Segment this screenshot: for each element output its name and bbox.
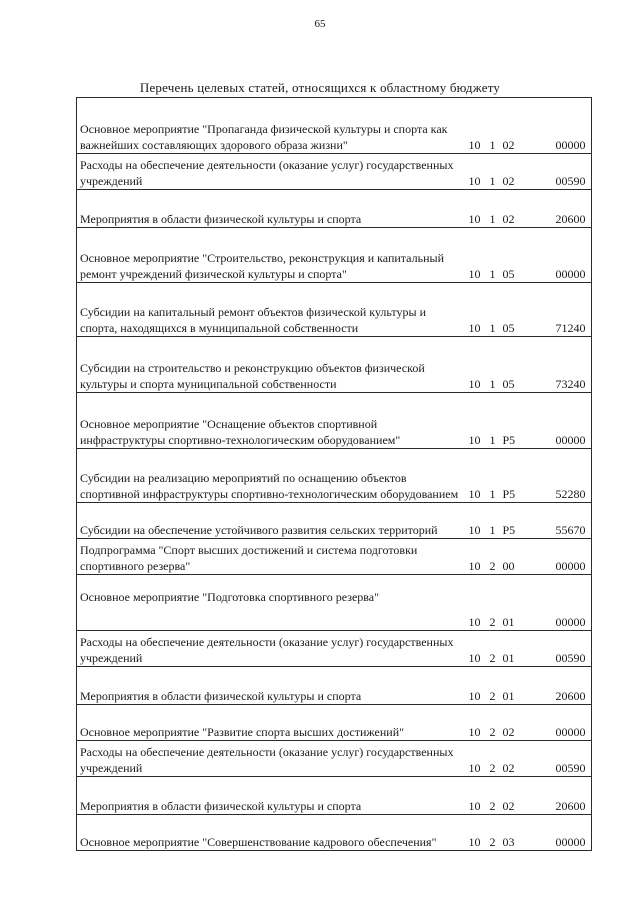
table-row: [77, 154, 592, 190]
table-row: [77, 815, 592, 851]
code-subprogram: 2: [489, 559, 496, 573]
code-program: 10: [468, 174, 481, 188]
code-direction: 00590: [555, 761, 586, 775]
table-row: [77, 190, 592, 228]
article-name: Субсидии на капитальный ремонт объектов физической культуры и спорта, находящихся в муниципальной собственности: [77, 283, 465, 337]
code-event: 02: [502, 761, 515, 775]
code-event: 02: [502, 174, 515, 188]
table-row: [77, 741, 592, 777]
article-code: [465, 705, 592, 741]
code-event: 02: [502, 212, 515, 226]
code-program: 10: [468, 689, 481, 703]
code-event: 05: [502, 377, 515, 391]
table-row: [77, 705, 592, 741]
code-subprogram: 1: [489, 523, 496, 537]
article-code: [465, 154, 592, 190]
article-code: [465, 393, 592, 449]
table-row: [77, 449, 592, 503]
code-event: P5: [502, 487, 516, 501]
code-program: 10: [468, 799, 481, 813]
code-event: 01: [502, 689, 515, 703]
article-name: Субсидии на строительство и реконструкцию объектов физической культуры и спорта муниципальной собственности: [77, 337, 465, 393]
article-name: Расходы на обеспечение деятельности (оказание услуг) государственных учреждений: [77, 154, 465, 190]
code-program: 10: [468, 523, 481, 537]
code-subprogram: 1: [489, 377, 496, 391]
code-event: P5: [502, 523, 516, 537]
article-name: Расходы на обеспечение деятельности (оказание услуг) государственных учреждений: [77, 741, 465, 777]
code-subprogram: 2: [489, 615, 496, 629]
code-program: 10: [468, 615, 481, 629]
code-program: 10: [468, 138, 481, 152]
code-direction: 00590: [555, 174, 586, 188]
code-direction: 00000: [555, 835, 586, 849]
article-code: [465, 449, 592, 503]
code-direction: 00000: [555, 615, 586, 629]
article-name: Подпрограмма "Спорт высших достижений и система подготовки спортивного резерва": [77, 539, 465, 575]
page-number: 65: [314, 18, 326, 30]
code-subprogram: 1: [489, 433, 496, 447]
article-code: [465, 337, 592, 393]
code-subprogram: 2: [489, 725, 496, 739]
table-row: [77, 228, 592, 283]
code-event: 03: [502, 835, 515, 849]
article-code: [465, 228, 592, 283]
article-name: Мероприятия в области физической культуры и спорта: [77, 777, 465, 815]
article-code: [465, 741, 592, 777]
code-subprogram: 2: [489, 689, 496, 703]
article-name: Субсидии на обеспечение устойчивого развития сельских территорий: [77, 503, 465, 539]
code-event: 02: [502, 799, 515, 813]
article-name: Основное мероприятие "Оснащение объектов спортивной инфраструктуры спортивно-технологическим оборудованием": [77, 393, 465, 449]
table-row: [77, 539, 592, 575]
code-subprogram: 2: [489, 651, 496, 665]
code-subprogram: 1: [489, 321, 496, 335]
code-direction: 71240: [555, 321, 586, 335]
table-row: [77, 575, 592, 631]
code-event: 05: [502, 321, 515, 335]
article-name: Основное мероприятие "Пропаганда физической культуры и спорта как важнейших составляющих здорового образа жизни": [77, 98, 465, 154]
code-subprogram: 1: [489, 487, 496, 501]
code-direction: 00000: [555, 267, 586, 281]
code-subprogram: 1: [489, 138, 496, 152]
code-program: 10: [468, 212, 481, 226]
code-event: 01: [502, 615, 515, 629]
code-direction: 52280: [555, 487, 586, 501]
code-subprogram: 2: [489, 761, 496, 775]
code-direction: 20600: [555, 689, 586, 703]
table-row: [77, 503, 592, 539]
code-program: 10: [468, 377, 481, 391]
article-code: [465, 539, 592, 575]
article-name: Мероприятия в области физической культуры и спорта: [77, 667, 465, 705]
article-code: [465, 777, 592, 815]
code-event: 05: [502, 267, 515, 281]
table-row: [77, 777, 592, 815]
code-direction: 00000: [555, 559, 586, 573]
code-program: 10: [468, 761, 481, 775]
code-subprogram: 2: [489, 799, 496, 813]
table-row: [77, 393, 592, 449]
article-code: [465, 575, 592, 631]
article-code: [465, 283, 592, 337]
code-program: 10: [468, 321, 481, 335]
code-event: P5: [502, 433, 516, 447]
code-subprogram: 1: [489, 212, 496, 226]
article-name: Основное мероприятие "Совершенствование кадрового обеспечения": [77, 815, 465, 851]
article-code: [465, 98, 592, 154]
code-subprogram: 1: [489, 174, 496, 188]
code-program: 10: [468, 433, 481, 447]
article-name: Субсидии на реализацию мероприятий по оснащению объектов спортивной инфраструктуры спортивно-технологическим оборудованием: [77, 449, 465, 503]
article-code: [465, 503, 592, 539]
document-title: Перечень целевых статей, относящихся к областному бюджету: [139, 80, 501, 95]
code-direction: 00590: [555, 651, 586, 665]
code-subprogram: 1: [489, 267, 496, 281]
article-code: [465, 190, 592, 228]
table-row: [77, 283, 592, 337]
article-code: [465, 631, 592, 667]
code-event: 00: [502, 559, 515, 573]
code-program: 10: [468, 487, 481, 501]
article-name: Основное мероприятие "Строительство, реконструкция и капитальный ремонт учреждений физической культуры и спорта": [77, 228, 465, 283]
code-direction: 00000: [555, 433, 586, 447]
code-event: 02: [502, 138, 515, 152]
article-code: [465, 815, 592, 851]
article-name: Мероприятия в области физической культуры и спорта: [77, 190, 465, 228]
table-row: [77, 98, 592, 154]
code-program: 10: [468, 559, 481, 573]
code-direction: 00000: [555, 725, 586, 739]
code-program: 10: [468, 835, 481, 849]
code-direction: 00000: [555, 138, 586, 152]
code-subprogram: 2: [489, 835, 496, 849]
code-direction: 73240: [555, 377, 586, 391]
article-name: Расходы на обеспечение деятельности (оказание услуг) государственных учреждений: [77, 631, 465, 667]
article-code: [465, 667, 592, 705]
code-direction: 55670: [555, 523, 586, 537]
code-direction: 20600: [555, 799, 586, 813]
code-program: 10: [468, 267, 481, 281]
table-row: [77, 337, 592, 393]
article-name: Основное мероприятие "Развитие спорта высших достижений": [77, 705, 465, 741]
table-row: [77, 667, 592, 705]
code-program: 10: [468, 651, 481, 665]
table-row: [77, 631, 592, 667]
code-direction: 20600: [555, 212, 586, 226]
code-event: 02: [502, 725, 515, 739]
target-articles-table: [76, 97, 592, 851]
article-name: Основное мероприятие "Подготовка спортивного резерва": [77, 575, 465, 631]
code-event: 01: [502, 651, 515, 665]
code-program: 10: [468, 725, 481, 739]
